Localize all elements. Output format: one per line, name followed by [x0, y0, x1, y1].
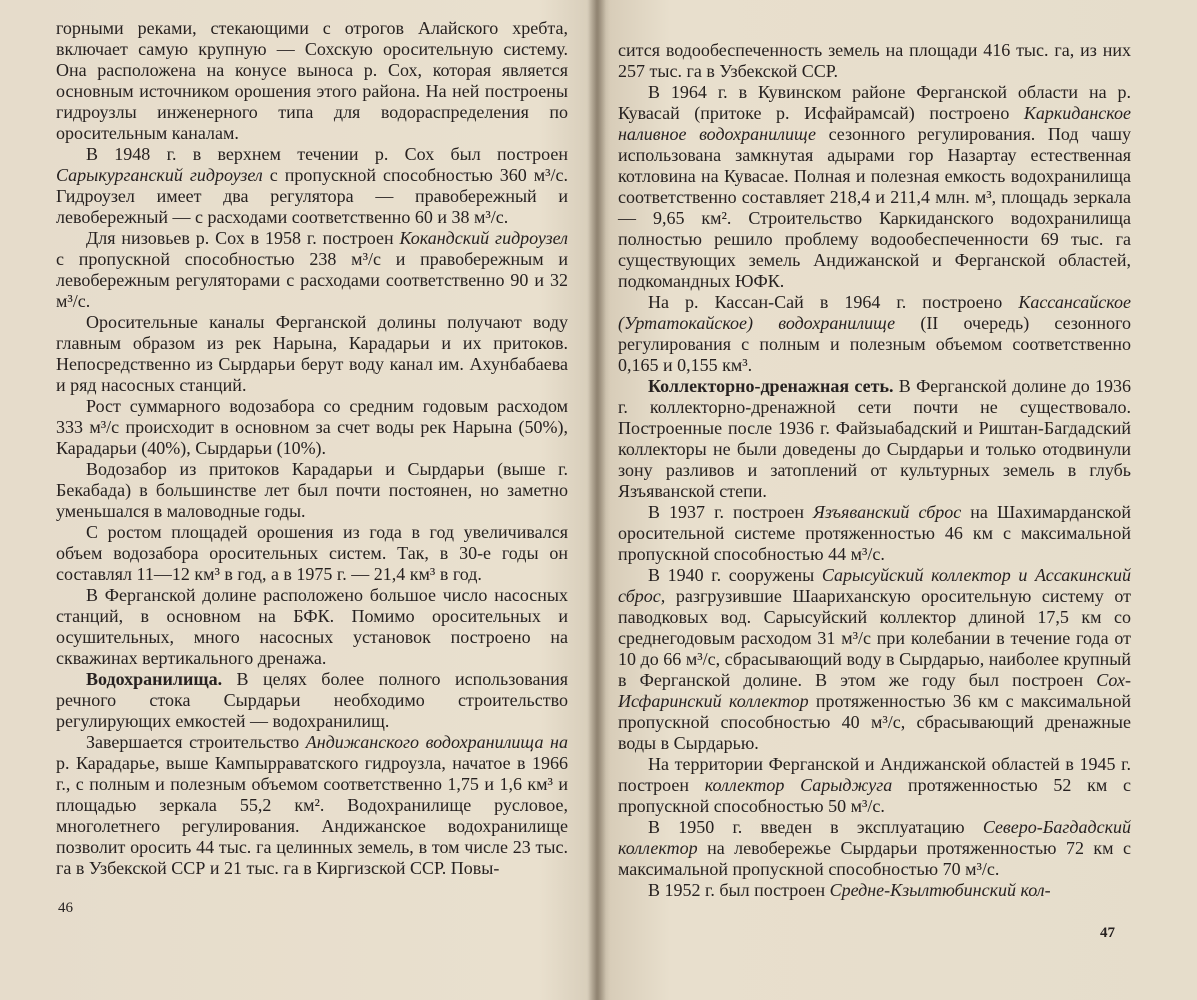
text-run: Для низовьев р. Сох в 1958 г. построен [86, 228, 400, 248]
paragraph [618, 292, 1131, 376]
paragraph [56, 228, 568, 312]
paragraph [56, 396, 568, 459]
text-run: на левобережье Сырдарьи протяженностью 72 км с максимальной пропускной способностью 70 м³/с. [618, 838, 1131, 879]
paragraph [618, 880, 1131, 901]
paragraph [56, 585, 568, 669]
text-run: На р. Кассан-Сай в 1964 г. построено [648, 292, 1019, 312]
italic-term: Сарысуйский коллектор и Ассакинский сброс, [618, 565, 1131, 606]
page-number-right: 47 [1100, 925, 1115, 941]
italic-term: Каркиданское наливное водохранилище [618, 103, 1131, 144]
paragraph [56, 144, 568, 228]
text-run: В 1964 г. в Кувинском районе Ферганской области на р. Кувасай (притоке р. Исфайрамсай) построено [618, 82, 1131, 123]
text-run: Рост суммарного водозабора со средним годовым расходом 333 м³/с происходит в основном за счет воды рек Нарына (50%), Карадарьи (40%), Сырдарьи (10%). [56, 396, 568, 458]
text-run: на Шахимарданской оросительной системе протяженностью 46 км с максимальной пропускной способностью 44 м³/с. [618, 502, 1131, 564]
text-run: В целях более полного использования речного стока Сырдарьи необходимо строительство регулирующих емкостей — водохранилищ. [56, 669, 568, 731]
text-run: В Ферганской долине расположено большое число насосных станций, в основном на БФК. Помимо оросительных и осушительных, много насосных установок построено на скважинах вертикального дренажа. [56, 585, 568, 668]
paragraph [56, 669, 568, 732]
paragraph [56, 312, 568, 396]
text-run: В 1948 г. в верхнем течении р. Сох был построен [86, 144, 568, 164]
italic-term: Язъяванский сброс [813, 502, 962, 522]
italic-term: Северо-Багдадский коллектор [618, 817, 1131, 858]
paragraph [56, 18, 568, 144]
left-page [0, 0, 592, 1000]
text-run: протяженностью 36 км с максимальной пропускной способностью 40 м³/с, сбрасывающий дренажные воды в Сырдарью. [618, 691, 1132, 753]
text-run: разгрузившие Шаариханскую оросительную систему от паводковых вод. Сарысуйский коллектор длиной 17,5 км со среднегодовым расходом 31 м³/с при колебании в течение года от 10 до 66 м³/с, сбрасывающий воду в Сырдарью, наиболее крупный в Ферганской долине. В этом же году был построен [618, 586, 1131, 690]
paragraph [618, 754, 1131, 817]
paragraph [618, 376, 1131, 502]
text-run: Водозабор из притоков Карадарьи и Сырдарьи (выше г. Бекабада) в большинстве лет был почти постоянен, но заметно уменьшался в маловодные годы. [56, 459, 568, 521]
italic-term: Сарыкурганский гидроузел [56, 165, 263, 185]
text-run: Завершается строительство [86, 732, 306, 752]
right-page [600, 0, 1197, 1000]
page-number-left: 46 [58, 900, 73, 916]
italic-term: Сох-Исфаринский коллектор [618, 670, 1131, 711]
paragraph [56, 732, 568, 879]
text-run: протяженностью 52 км с пропускной способностью 50 м³/с. [618, 775, 1131, 816]
text-run: В 1940 г. сооружены [648, 565, 822, 585]
paragraph [618, 565, 1131, 754]
text-run: с пропускной способностью 360 м³/с. Гидроузел имеет два регулятора — правобережный и левобережный — с расходами соответственно 60 и 38 м³/с. [56, 165, 568, 227]
text-run: В 1937 г. построен [648, 502, 814, 522]
italic-term: Кокандский гидроузел [399, 228, 568, 248]
text-run: С ростом площадей орошения из года в год увеличивался объем водозабора оросительных систем. Так, в 30-е годы он составлял 11—12 км³ в год, а в 1975 г. — 21,4 км³ в год. [56, 522, 568, 584]
paragraph [618, 40, 1131, 82]
left-page-text [56, 18, 568, 879]
text-run: В 1952 г. был построен [648, 880, 830, 900]
text-run: (II очередь) сезонного регулирования с полным и полезным объемом соответственно 0,165 и 0,155 км³. [618, 313, 1132, 375]
paragraph [618, 502, 1131, 565]
text-run: сится водообеспеченность земель на площади 416 тыс. га, из них 257 тыс. га в Узбекской ССР. [618, 40, 1131, 81]
text-run: В Ферганской долине до 1936 г. коллекторно-дренажной сети почти не существовало. Построенные после 1936 г. Файзыабадский и Риштан-Багдадский коллекторы не были доведены до Сырдарьи и только отодвинули зону разливов и затоплений от культурных земель в глубь Язъяванской степи. [618, 376, 1131, 501]
italic-term: коллектор Сарыджуга [704, 775, 893, 795]
italic-term: Кассансайское (Уртатокайское) водохранилище [618, 292, 1131, 333]
text-run: с пропускной способностью 238 м³/с и правобережным и левобережным регуляторами с расходами соответственно 90 и 32 м³/с. [56, 249, 568, 311]
paragraph [618, 82, 1131, 292]
right-page-text [618, 40, 1131, 901]
paragraph [56, 459, 568, 522]
section-heading: Коллекторно-дренажная сеть. [648, 376, 894, 396]
paragraph [618, 817, 1131, 880]
text-run: горными реками, стекающими с отрогов Алайского хребта, включает самую крупную — Сохскую оросительную систему. Она расположена на конусе выноса р. Сох, которая является основным источником орошения этого района. На ней построены гидроузлы инженерного типа для водораспределения по оросительным каналам. [56, 18, 568, 143]
section-heading: Водохранилища. [86, 669, 223, 689]
text-run: На территории Ферганской и Андижанской областей в 1945 г. построен [618, 754, 1131, 795]
text-run: сезонного регулирования. Под чашу использована замкнутая адырами гор Назартау естественная котловина на Кувасае. Полная и полезная емкость водохранилища соответственно составляет 218,4 и 211,4 млн. м³, площадь зеркала — 9,65 км². Строительство Каркиданского водохранилища полностью решило проблему водообеспеченности 69 тыс. га существующих земель Андижанской и Ферганской областей, подкомандных ЮФК. [618, 124, 1132, 291]
text-run: р. Карадарье, выше Кампырраватского гидроузла, начатое в 1966 г., с полным и полезным объемом соответственно 1,75 и 1,6 км³ и площадью зеркала 55,2 км². Водохранилище русловое, многолетнего регулирования. Андижанское водохранилище позволит оросить 44 тыс. га целинных земель, в том числе 23 тыс. га в Узбекской ССР и 21 тыс. га в Киргизской ССР. Повы- [56, 753, 568, 878]
text-run: В 1950 г. введен в эксплуатацию [648, 817, 983, 837]
text-run: Оросительные каналы Ферганской долины получают воду главным образом из рек Нарына, Карадарьи и их притоков. Непосредственно из Сырдарьи берут воду канал им. Ахунбабаева и ряд насосных станций. [56, 312, 568, 395]
italic-term: Средне-Кзылтюбинский кол- [829, 880, 1051, 900]
paragraph [56, 522, 568, 585]
italic-term: Андижанского водохранилища на [305, 732, 568, 752]
